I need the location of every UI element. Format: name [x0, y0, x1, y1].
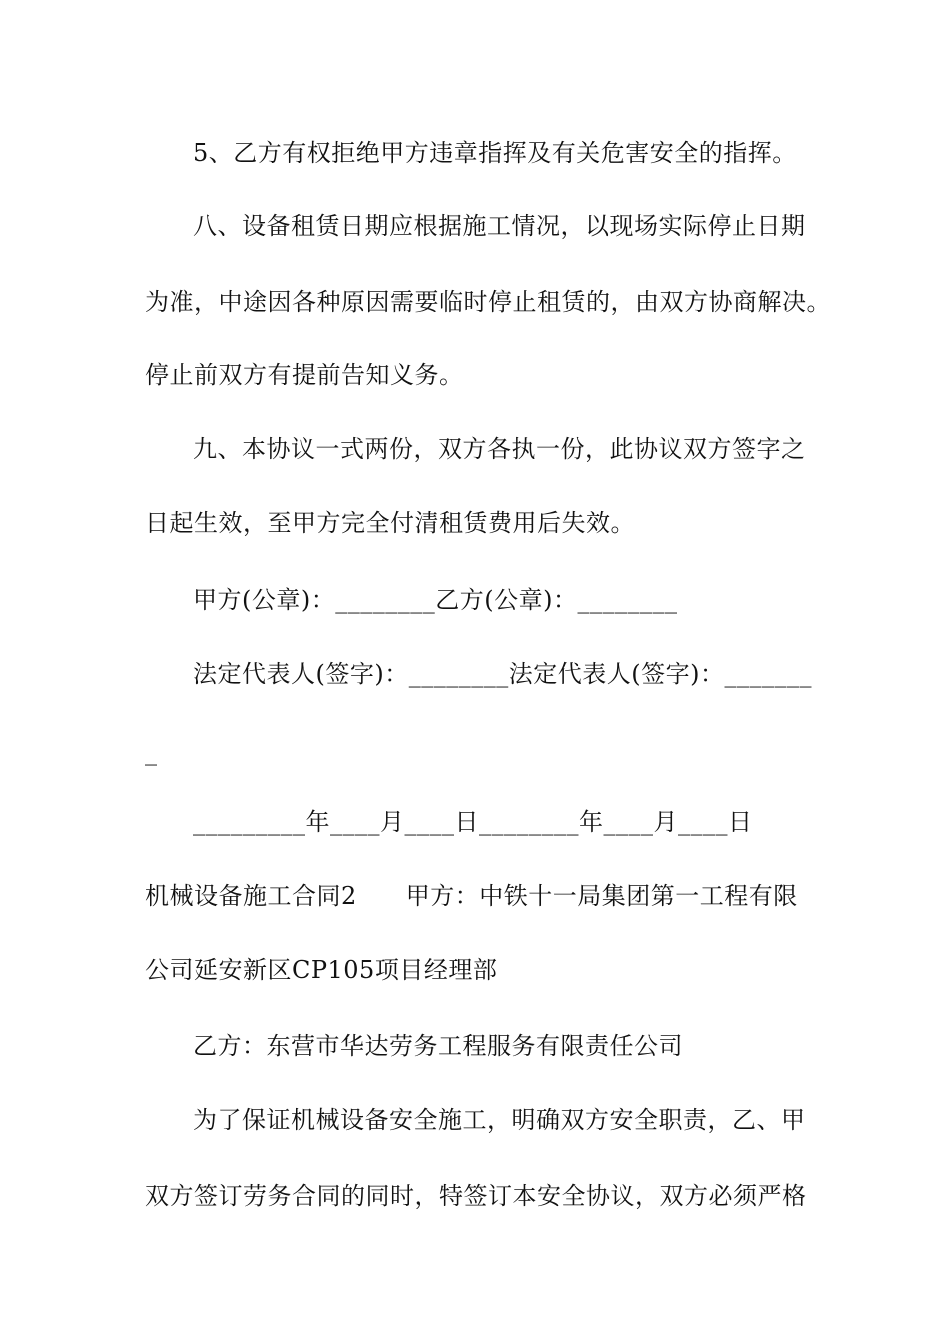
paragraph-line-purpose-continued: 双方签订劳务合同的同时，特签订本安全协议，双方必须严格	[145, 1182, 807, 1210]
paragraph-line-clause-8-start: 八、设备租赁日期应根据施工情况，以现场实际停止日期	[193, 212, 806, 240]
paragraph-line-clause-9-end: 日起生效，至甲方完全付清租赁费用后失效。	[145, 509, 635, 537]
paragraph-line-clause-8-middle: 为准，中途因各种原因需要临时停止租赁的，由双方协商解决。	[145, 288, 831, 316]
party-b-line: 乙方：东营市华达劳务工程服务有限责任公司	[193, 1032, 683, 1060]
paragraph-line-purpose-start: 为了保证机械设备安全施工，明确双方安全职责，乙、甲	[193, 1106, 806, 1134]
paragraph-line-clause-9-start: 九、本协议一式两份，双方各执一份，此协议双方签字之	[193, 435, 806, 463]
signature-line: 法定代表人(签字)：________法定代表人(签字)：_______	[193, 660, 812, 688]
paragraph-line-clause-5: 5、乙方有权拒绝甲方违章指挥及有关危害安全的指挥。	[193, 139, 797, 167]
party-a-line: 公司延安新区CP105项目经理部	[145, 956, 498, 984]
contract-title-line: 机械设备施工合同2 甲方：中铁十一局集团第一工程有限	[145, 882, 798, 910]
date-line: _________年____月____日________年____月____日	[193, 808, 753, 836]
signature-line-overflow: _	[145, 738, 158, 766]
seal-line: 甲方(公章)：________乙方(公章)：________	[193, 586, 678, 614]
paragraph-line-clause-8-end: 停止前双方有提前告知义务。	[145, 361, 464, 389]
